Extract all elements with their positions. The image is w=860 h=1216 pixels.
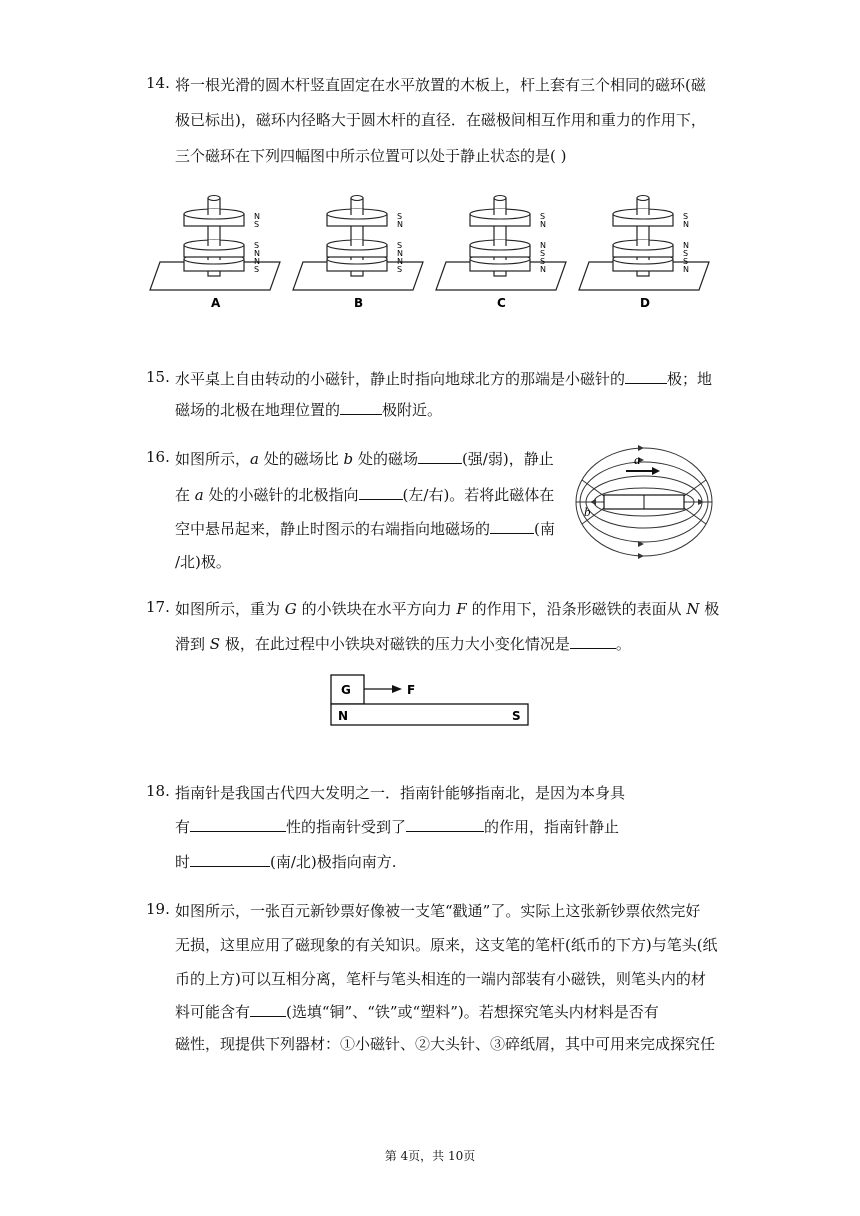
question-text: 如图所示，a 处的磁场比 b 处的磁场 (强/弱)，静止 bbox=[175, 450, 554, 468]
pole-label: N bbox=[683, 265, 689, 274]
figure-label: D bbox=[640, 296, 650, 310]
pole-label: N bbox=[540, 265, 546, 274]
pole-label: S bbox=[540, 257, 546, 266]
pole-label: S bbox=[683, 249, 689, 258]
pole-label: N bbox=[540, 220, 546, 229]
question-text: 水平桌上自由转动的小磁针，静止时指向地球北方的那端是小磁针的 极；地 bbox=[175, 370, 713, 388]
magnet-ring-figures bbox=[140, 190, 720, 320]
question-text: 如图所示，重为 G 的小铁块在水平方向力 F 的作用下，沿条形磁铁的表面从 N 极 bbox=[175, 600, 720, 618]
question-number: 17. bbox=[146, 598, 170, 616]
label-F: F bbox=[407, 683, 416, 697]
figure-label: B bbox=[354, 296, 364, 310]
pole-label: N bbox=[254, 257, 260, 266]
pole-label: S bbox=[254, 241, 260, 250]
question-text: 无损，这里应用了磁现象的有关知识。原来，这支笔的笔杆(纸币的下方)与笔头(纸 bbox=[175, 936, 718, 954]
question-text: 指南针是我国古代四大发明之一．指南针能够指南北，是因为本身具 bbox=[175, 784, 626, 802]
pole-label: N bbox=[397, 220, 403, 229]
label-b: b bbox=[584, 504, 591, 519]
page-footer: 第 4页，共 10页 bbox=[384, 1149, 476, 1163]
label-N: N bbox=[338, 709, 349, 723]
question-text: 空中悬吊起来，静止时图示的右端指向地磁场的 (南 bbox=[175, 520, 555, 538]
pole-label: N bbox=[397, 257, 403, 266]
question-text: 磁性，现提供下列器材：①小磁针、②大头针、③碎纸屑，其中可用来完成探究任 bbox=[175, 1035, 716, 1053]
pole-label: N bbox=[683, 220, 689, 229]
rod-top bbox=[208, 196, 220, 201]
pole-label: S bbox=[254, 220, 260, 229]
rod-top bbox=[494, 196, 506, 201]
question-text: 三个磁环在下列四幅图中所示位置可以处于静止状态的是( ) bbox=[175, 147, 567, 165]
label-S: S bbox=[512, 709, 521, 723]
label-a: a bbox=[634, 452, 641, 467]
label-G: G bbox=[341, 683, 351, 697]
pole-label: N bbox=[540, 241, 546, 250]
pole-label: N bbox=[254, 212, 260, 221]
question-text: 极已标出)，磁环内径略大于圆木杆的直径．在磁极间相互作用和重力的作用下， bbox=[175, 111, 706, 129]
question-text: 滑到 S 极，在此过程中小铁块对磁铁的压力大小变化情况是 。 bbox=[175, 635, 631, 653]
pole-label: S bbox=[254, 265, 260, 274]
pole-label: S bbox=[683, 257, 689, 266]
pole-label: S bbox=[397, 265, 403, 274]
figure-label: A bbox=[211, 296, 221, 310]
question-number: 16. bbox=[146, 448, 170, 466]
question-number: 18. bbox=[146, 782, 170, 800]
pole-label: S bbox=[540, 249, 546, 258]
question-number: 14. bbox=[146, 74, 170, 92]
pole-label: N bbox=[397, 249, 403, 258]
question-text: 币的上方)可以互相分离，笔杆与笔头相连的一端内部装有小磁铁，则笔头内的材 bbox=[175, 970, 706, 988]
question-text: 有 性的指南针受到了 的作用，指南针静止 bbox=[175, 818, 620, 836]
rod-top bbox=[637, 196, 649, 201]
bar-magnet-field-diagram bbox=[574, 440, 714, 564]
pole-label: N bbox=[683, 241, 689, 250]
pole-label: S bbox=[397, 212, 403, 221]
question-text: 如图所示，一张百元新钞票好像被一支笔“戳通”了。实际上这张新钞票依然完好 bbox=[175, 902, 701, 920]
question-text: 磁场的北极在地理位置的 极附近。 bbox=[175, 401, 443, 419]
pole-label: S bbox=[540, 212, 546, 221]
question-text: /北)极。 bbox=[175, 553, 231, 571]
question-text: 时 (南/北)极指向南方. bbox=[175, 853, 397, 871]
question-text: 在 a 处的小磁针的北极指向 (左/右)。若将此磁体在 bbox=[175, 486, 555, 504]
rod-top bbox=[351, 196, 363, 201]
pole-label: N bbox=[254, 249, 260, 258]
question-number: 15. bbox=[146, 368, 170, 386]
iron-block-magnet-diagram bbox=[330, 672, 532, 728]
figure-label: C bbox=[497, 296, 506, 310]
pole-label: S bbox=[397, 241, 403, 250]
question-text: 料可能含有 (选填“铜”、“铁”或“塑料”)。若想探究笔头内材料是否有 bbox=[175, 1003, 659, 1021]
question-text: 将一根光滑的圆木杆竖直固定在水平放置的木板上，杆上套有三个相同的磁环(磁 bbox=[175, 76, 706, 94]
question-number: 19. bbox=[146, 900, 170, 918]
pole-label: S bbox=[683, 212, 689, 221]
